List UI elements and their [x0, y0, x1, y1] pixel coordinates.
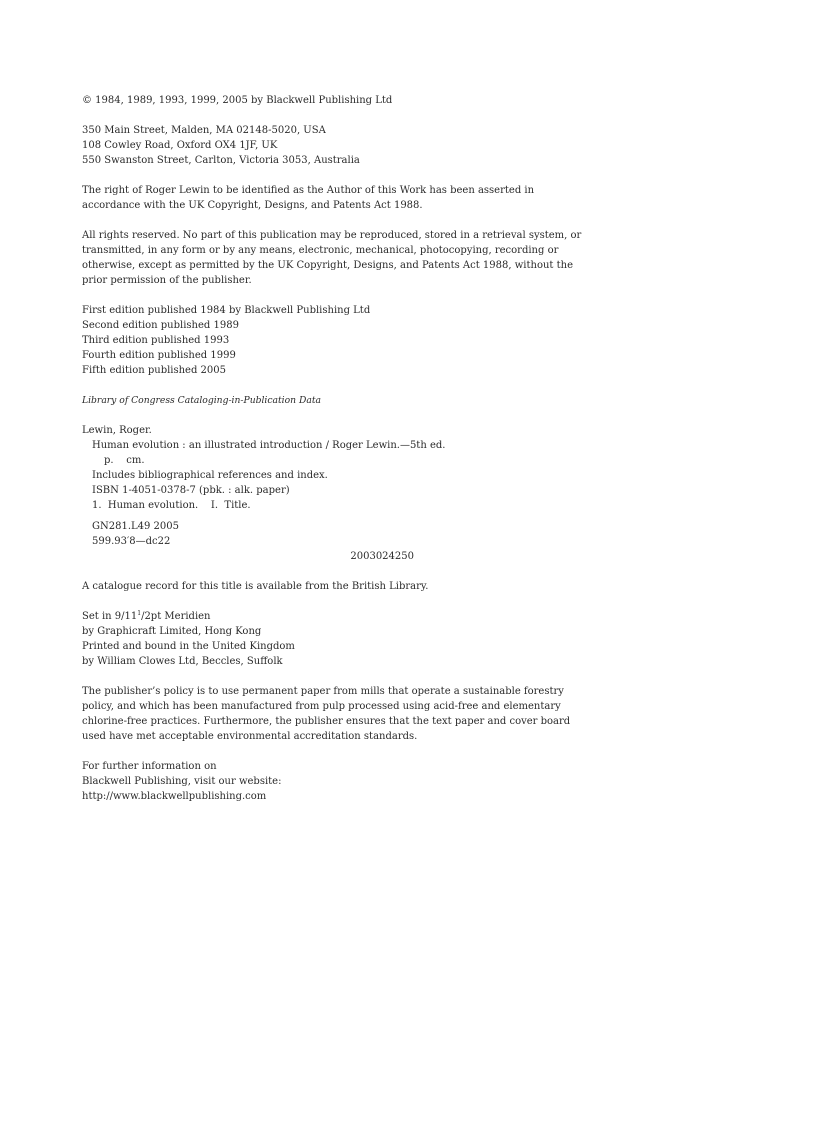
set-in-superscript: 1: [137, 610, 142, 617]
cip-pages: p. cm.: [104, 455, 145, 466]
cip-heading: Library of Congress Cataloging-in-Publication Data: [82, 395, 322, 406]
typesetting-info: [82, 609, 542, 669]
typesetter-line: by Graphicraft Limited, Hong Kong: [82, 626, 262, 637]
printer-line: by William Clowes Ltd, Beccles, Suffolk: [82, 656, 283, 667]
printed-line: Printed and bound in the United Kingdom: [82, 641, 295, 652]
set-in-prefix: Set in 9/11: [82, 611, 138, 622]
text-line: A catalogue record for this title is available from the British Library.: [82, 581, 429, 592]
address-line: 108 Cowley Road, Oxford OX4 1JF, UK: [82, 140, 278, 151]
copyright-notice: [82, 93, 542, 108]
further-information: [82, 759, 542, 804]
all-rights-reserved: [82, 228, 582, 288]
text-line: Blackwell Publishing, visit our website:: [82, 776, 282, 787]
address-line: 550 Swanston Street, Carlton, Victoria 3053, Australia: [82, 155, 360, 166]
cip-author: Lewin, Roger.: [82, 425, 152, 436]
cip-title: Human evolution : an illustrated introduction / Roger Lewin.—5th ed.: [92, 440, 446, 451]
text-line: used have met acceptable environmental accreditation standards.: [82, 731, 418, 742]
paper-policy: [82, 684, 571, 744]
text-line: policy, and which has been manufactured from pulp processed using acid-free and elementary: [82, 701, 561, 712]
cip-subjects: 1. Human evolution. I. Title.: [92, 500, 251, 511]
edition-line: Fourth edition published 1999: [82, 350, 236, 361]
address-line: 350 Main Street, Malden, MA 02148-5020, USA: [82, 125, 326, 136]
text-line: For further information on: [82, 761, 217, 772]
cip-lccn: 2003024250: [350, 551, 414, 562]
text-line: All rights reserved. No part of this publication may be reproduced, stored in a retrieval system, or: [82, 230, 582, 241]
text-line: The right of Roger Lewin to be identified as the Author of this Work has been asserted in: [82, 185, 535, 196]
text-line: prior permission of the publisher.: [82, 275, 252, 286]
copyright-line: © 1984, 1989, 1993, 1999, 2005 by Blackwell Publishing Ltd: [82, 95, 393, 106]
publisher-addresses: [82, 123, 542, 168]
edition-line: Second edition published 1989: [82, 320, 239, 331]
text-line: accordance with the UK Copyright, Designs, and Patents Act 1988.: [82, 200, 423, 211]
website-url: http://www.blackwellpublishing.com: [82, 791, 267, 802]
text-line: transmitted, in any form or by any means, electronic, mechanical, photocopying, recording or: [82, 245, 559, 256]
cip-heading-block: [82, 393, 542, 408]
edition-history: [82, 303, 542, 378]
text-line: The publisher’s policy is to use permanent paper from mills that operate a sustainable forestry: [82, 686, 564, 697]
cip-lc-class: GN281.L49 2005: [92, 521, 179, 532]
edition-line: Fifth edition published 2005: [82, 365, 227, 376]
copyright-page: [82, 93, 582, 819]
cip-dewey: 599.93′8—dc22: [92, 536, 171, 547]
british-library-note: [82, 579, 542, 594]
author-rights-statement: [82, 183, 542, 213]
set-in-line: [82, 609, 542, 624]
edition-line: First edition published 1984 by Blackwell Publishing Ltd: [82, 305, 371, 316]
set-in-suffix: /2pt Meridien: [141, 611, 211, 622]
edition-line: Third edition published 1993: [82, 335, 230, 346]
cip-isbn: ISBN 1-4051-0378-7 (pbk. : alk. paper): [92, 485, 290, 496]
cip-bibliography: Includes bibliographical references and index.: [92, 470, 328, 481]
text-line: otherwise, except as permitted by the UK Copyright, Designs, and Patents Act 1988, without the: [82, 260, 573, 271]
text-line: chlorine-free practices. Furthermore, the publisher ensures that the text paper and cover board: [82, 716, 571, 727]
cip-record: [82, 423, 542, 564]
